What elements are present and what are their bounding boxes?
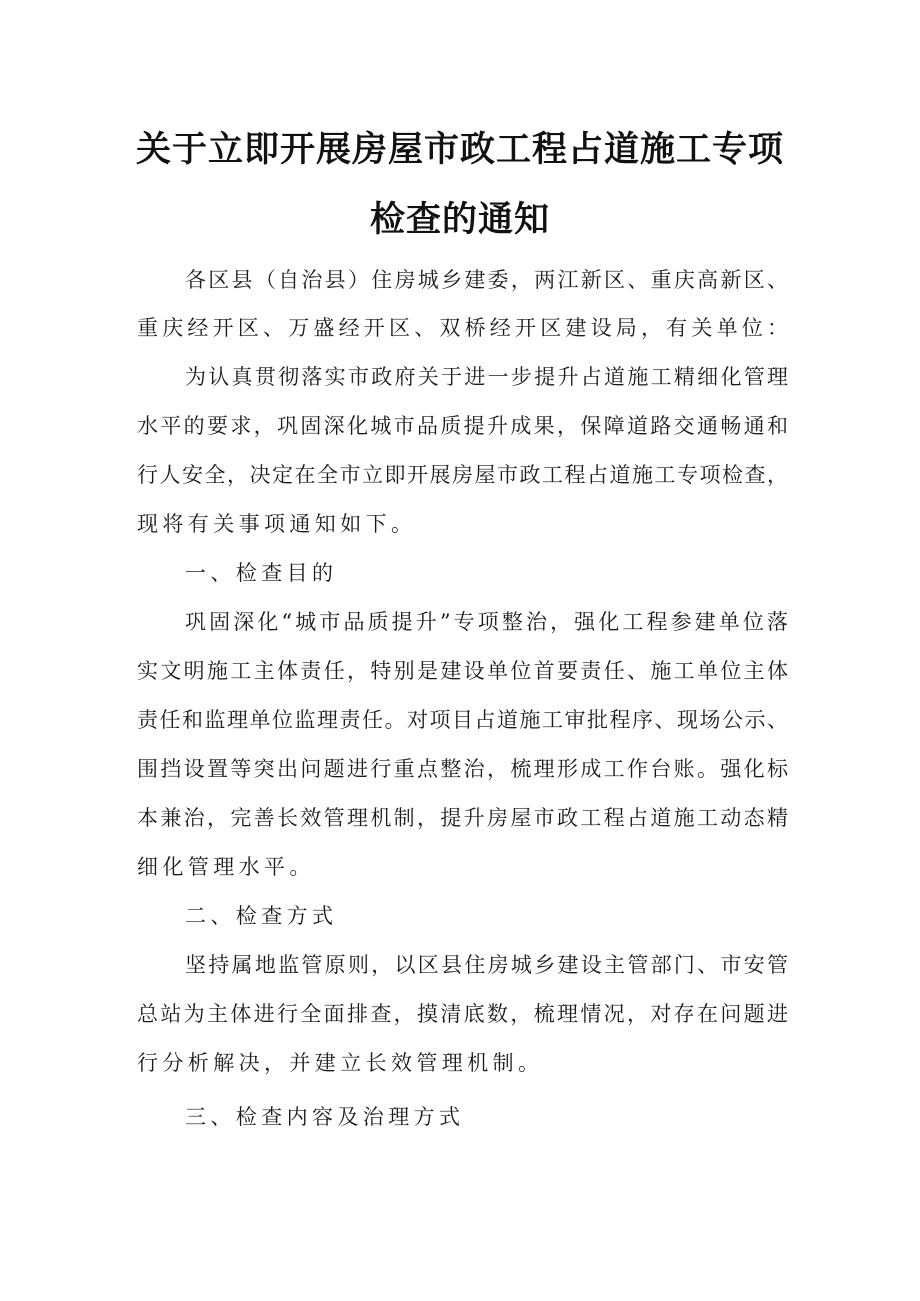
section-1-line-1: 巩固深化“城市品质提升”专项整治，强化工程参建单位落 bbox=[185, 610, 788, 634]
intro-line-3: 行人安全，决定在全市立即开展房屋市政工程占道施工专项检查， bbox=[137, 463, 788, 487]
intro-line-1: 为认真贯彻落实市政府关于进一步提升占道施工精细化管理 bbox=[185, 365, 788, 389]
section-3-heading: 三、检查内容及治理方式 bbox=[185, 1105, 465, 1129]
section-1-line-3: 责任和监理单位监理责任。对项目占道施工审批程序、现场公示、 bbox=[137, 708, 788, 732]
section-1-heading: 一、检查目的 bbox=[185, 561, 338, 585]
section-1-line-2: 实文明施工主体责任，特别是建设单位首要责任、施工单位主体 bbox=[137, 659, 788, 683]
section-2-line-2: 总站为主体进行全面排查，摸清底数，梳理情况，对存在问题进 bbox=[137, 1002, 788, 1026]
section-2-heading: 二、检查方式 bbox=[185, 904, 338, 928]
section-2-line-3: 行分析解决，并建立长效管理机制。 bbox=[137, 1051, 544, 1075]
salutation-line-2: 重庆经开区、万盛经开区、双桥经开区建设局，有关单位： bbox=[137, 316, 788, 340]
document-title-line-1: 关于立即开展房屋市政工程占道施工专项 bbox=[135, 130, 784, 170]
section-1-line-5: 本兼治，完善长效管理机制，提升房屋市政工程占道施工动态精 bbox=[137, 806, 788, 830]
section-1-line-6: 细化管理水平。 bbox=[137, 855, 315, 879]
salutation-line-1: 各区县（自治县）住房城乡建委，两江新区、重庆高新区、 bbox=[185, 268, 788, 292]
intro-line-4: 现将有关事项通知如下。 bbox=[137, 512, 417, 536]
section-2-line-1: 坚持属地监管原则，以区县住房城乡建设主管部门、市安管 bbox=[185, 953, 788, 977]
document-title-line-2: 检查的通知 bbox=[369, 200, 550, 240]
section-1-line-4: 围挡设置等突出问题进行重点整治，梳理形成工作台账。强化标 bbox=[137, 757, 788, 781]
intro-line-2: 水平的要求，巩固深化城市品质提升成果，保障道路交通畅通和 bbox=[137, 414, 788, 438]
